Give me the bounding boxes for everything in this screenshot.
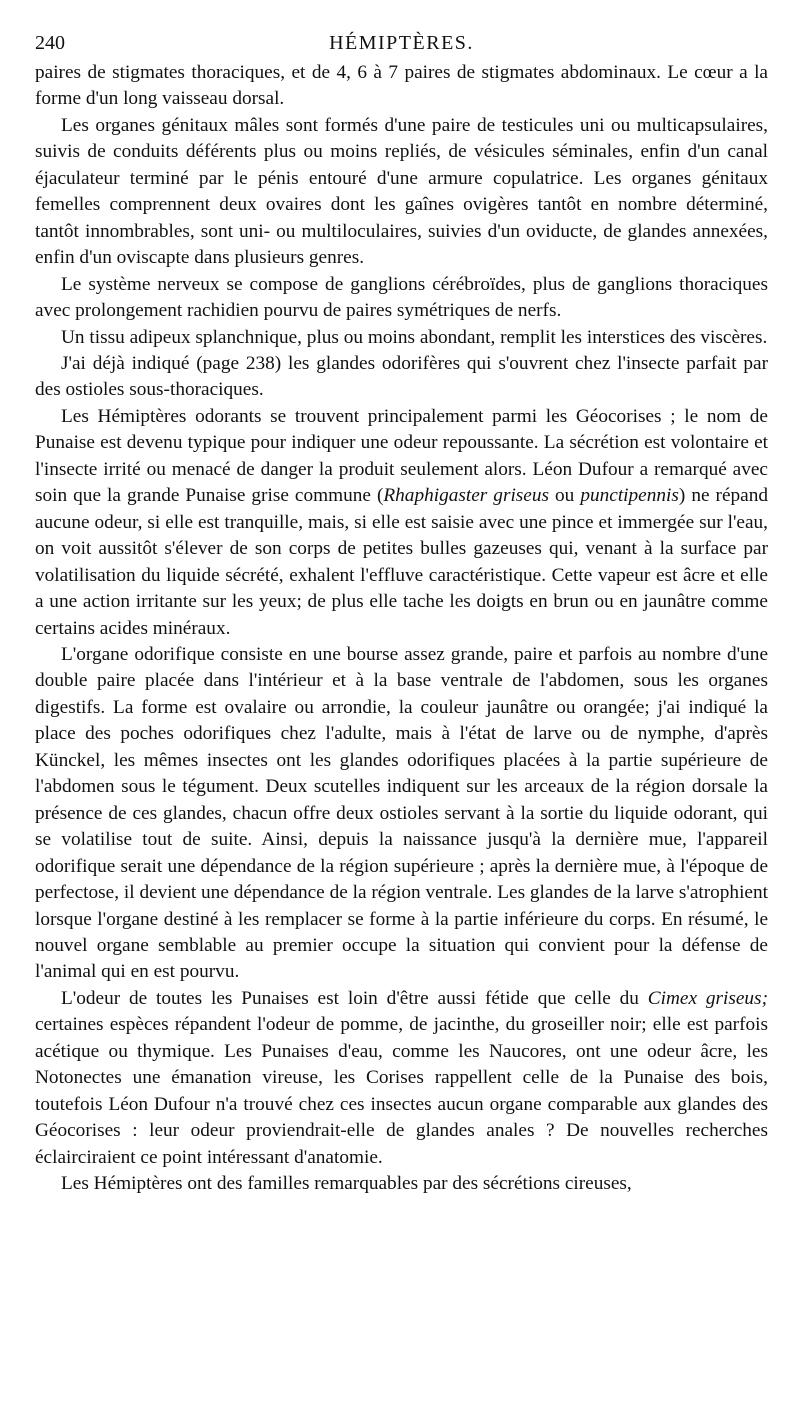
paragraph-hemipteres-odorants <box>35 404 768 642</box>
species-name: Cimex griseus; <box>647 987 768 1009</box>
species-name: punctipennis <box>580 485 679 507</box>
paragraph-glandes-odoriferes: J'ai déjà indiqué (page 238) les glandes odorifères qui s'ouvrent chez l'insecte parfait par des ostioles sous-thoraciques. <box>35 352 768 401</box>
page-header <box>35 26 768 60</box>
body-text <box>35 60 768 1197</box>
page-number: 240 <box>35 32 65 54</box>
paragraph-odeur-punaises <box>35 986 768 1171</box>
paragraph-secretions-cireuses: Les Hémiptères ont des familles remarquables par des sécrétions cireuses, <box>61 1173 632 1195</box>
paragraph-organe-odorifique: L'organe odorifique consiste en une bourse assez grande, paire et parfois au nombre d'une double paire placée dans l'intérieur et à la base ventrale de l'abdomen, sous les organes digestifs. La forme est ovalaire ou arrondie, la couleur jaunâtre ou orangée; j'ai indiqué la place des poches odorifiques chez l'adulte, mais à l'état de larve ou de nymphe, d'après Künckel, les mêmes insectes ont les glandes odorifiques placées à la partie supérieure de l'abdomen sous le tégument. Deux scutelles indiquent sur les arceaux de la région dorsale la présence de ces glandes, chacun offre deux ostioles servant à la sortie du liquide odorant, qui se volatilise tout de suite. Ainsi, depuis la naissance jusqu'à la dernière mue, l'appareil odorifique serait une dépendance de la région supérieure ; après la dernière mue, à l'époque de perfectose, il devient une dépendance de la région ventrale. Les glandes de la larve s'atrophient lorsque l'organe destiné à les remplacer se forme à la partie inférieure du corps. En résumé, le nouvel organe semblable au premier occupe la situation qui convient pour la défense de l'animal qui en est pourvu. <box>35 643 768 983</box>
text-run: ) ne répand aucune odeur, si elle est tranquille, mais, si elle est saisie avec une pince et immergée sur l'eau, on voit aussitôt s'élever de son corps de petites bulles gazeuses qui, venant à la surface par volatilisation du liquide sécrété, exhalent l'effluve caractéristique. Cette vapeur est âcre et elle a une action irritante sur les yeux; de plus elle tache les doigts en brun ou en jaunâtre comme certains acides minéraux. <box>35 485 769 639</box>
paragraph-organes-genitaux: Les organes génitaux mâles sont formés d'une paire de testicules uni ou multicapsulaires, suivis de conduits déférents plus ou moins repliés, de vésicules séminales, enfin d'un canal éjaculateur terminé par le pénis entouré d'une armure copulatrice. Les organes génitaux femelles comprennent deux ovaires dont les gaînes ovigères tantôt en nombre déterminé, tantôt innombrables, sont uni- ou multiloculaires, suivies d'un oviducte, de glandes annexées, enfin d'un oviscapte dans plusieurs genres. <box>35 114 768 269</box>
paragraph-stigmates: paires de stigmates thoraciques, et de 4, 6 à 7 paires de stigmates abdominaux. Le cœur a la forme d'un long vaisseau dorsal. <box>35 62 768 110</box>
text-run: ou <box>549 485 581 507</box>
paragraph-tissu-adipeux: Un tissu adipeux splanchnique, plus ou moins abondant, remplit les interstices des viscères. <box>61 326 768 348</box>
species-name: Rhaphigaster griseus <box>383 485 550 507</box>
text-run: L'odeur de toutes les Punaises est loin d'être aussi fétide que celle du <box>61 987 648 1009</box>
text-run: certaines espèces répandent l'odeur de pomme, de jacinthe, du groseiller noir; elle est parfois acétique ou thymique. Les Punaises d'eau, comme les Naucores, ont une odeur âcre, les Notonectes une émanation vireuse, les Corises rappellent celle de la Punaise des bois, toutefois Léon Dufour n'a trouvé chez ces insectes aucun organe comparable aux glandes des Géocorises : leur odeur proviendrait-elle de glandes anales ? De nouvelles recherches éclairciraient ce point intéressant d'anatomie. <box>35 1014 768 1168</box>
book-page <box>35 26 768 1197</box>
running-title: HÉMIPTÈRES. <box>329 32 474 54</box>
paragraph-systeme-nerveux: Le système nerveux se compose de ganglions cérébroïdes, plus de ganglions thoraciques avec prolongement rachidien pourvu de paires symétriques de nerfs. <box>35 273 768 322</box>
text-run: Les Hémiptères odorants se trouvent principalement parmi les Géocorises ; le nom de Punaise est devenu typique pour indiquer une odeur repoussante. La sécrétion est volontaire et l'insecte irrité ou menacé de danger la produit seulement alors. Léon Dufour a remarqué avec soin que la grande Punaise grise commune ( <box>35 405 768 507</box>
